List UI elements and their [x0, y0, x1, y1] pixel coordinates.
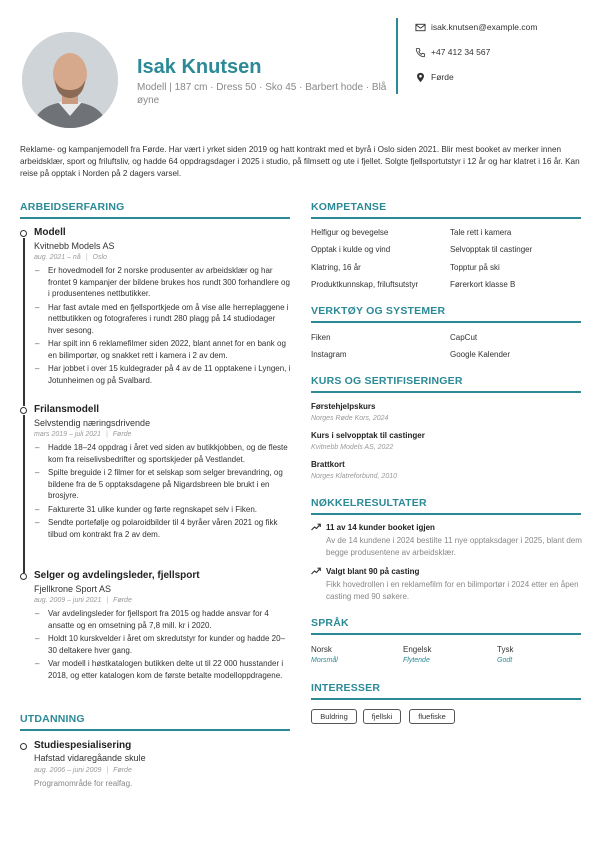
skill-item: Opptak i kulde og vind [311, 245, 391, 254]
job-meta: mars 2019 – juli 2021 | Førde [34, 431, 132, 438]
language-level: Morsmål [311, 657, 338, 664]
contact-location [415, 72, 454, 82]
job-place: Førde [113, 597, 132, 604]
interest-chip: fluefiske [409, 709, 455, 724]
job-title: Frilansmodell [34, 404, 100, 415]
education-heading: UTDANNING [20, 713, 85, 725]
courses-rule [311, 391, 581, 393]
experience-rule [20, 217, 290, 219]
tools-rule [311, 321, 581, 323]
job-bullets [34, 442, 292, 542]
header-divider [396, 18, 398, 94]
language-name: Engelsk [403, 645, 432, 654]
job-bullet: – Sendte portefølje og polaroidbilder til 4 byråer våren 2021 og fikk tilbud om kontrakt fra 2 av dem. [34, 517, 292, 540]
job-entry [20, 227, 290, 407]
job-bullet: – Fakturerte 31 ulike kunder og førte regnskapet selv i Fiken. [34, 504, 292, 516]
languages-heading: SPRÅK [311, 617, 349, 629]
job-bullet: – Har jobbet i over 15 kuldegrader på 4 av de 11 opptakene i Lyngen, i Jotunheimen og på Svalbard. [34, 363, 292, 386]
profile-summary: Reklame- og kampanjemodell fra Førde. Har vært i yrket siden 2019 og hatt kontrakt med et byrå i Oslo siden 2021. Blir mest booket av merker innen arbeidsklær, sport og friluftsliv, og hadde 64 oppdragsdager i 2025 i studio, på filmsett og ute i fjellet. Solgte fjellsportutstyr i 12 år og har klatret i 16 år. Kan reise på opptak i Norden på 2 dagers varsel. [20, 145, 580, 178]
skill-item: Helfigur og bevegelse [311, 228, 389, 237]
result-title: Valgt blant 90 på casting [326, 567, 420, 576]
job-dates: aug. 2009 – juni 2021 [34, 597, 102, 604]
candidate-subtitle: Modell | 187 cm · Dress 50 · Sko 45 · Barbert hode · Blå øyne [137, 82, 387, 106]
job-bullet: – Holdt 10 kurskvelder i året om skredutstyr for kunder og hadde 20–30 deltakere hver gang. [34, 633, 292, 656]
course-name: Kurs i selvopptak til castinger [311, 431, 425, 440]
course-name: Brattkort [311, 460, 345, 469]
timeline-line [23, 238, 25, 406]
job-meta: aug. 2021 – nå | Oslo [34, 254, 107, 261]
result-title: 11 av 14 kunder booket igjen [326, 523, 435, 532]
job-place: Førde [112, 431, 132, 438]
timeline-dot [20, 230, 27, 237]
skill-item: Tale rett i kamera [450, 228, 512, 237]
result-desc: Fikk hovedrollen i en reklamefilm for en bilimportør i 2024 etter en åpen casting med 90 søkere. [326, 580, 579, 601]
education-title: Studiespesialisering [34, 740, 132, 751]
contact-location-text: Førde [431, 72, 454, 82]
skills-rule [311, 217, 581, 219]
phone-icon [415, 47, 426, 58]
skill-item: Produktkunnskap, friluftsutstyr [311, 280, 419, 289]
job-dates: mars 2019 – juli 2021 [34, 431, 101, 438]
tool-item: Google Kalender [450, 350, 511, 359]
contact-email-text: isak.knutsen@example.com [431, 22, 538, 32]
skills-heading: KOMPETANSE [311, 201, 387, 213]
job-bullet: – Har fast avtale med en fjellsportkjede om å vise alle herreplaggene i nettbutikken og fotograferes i rundt 280 plagg på 14 studiodager hver sesong. [34, 302, 292, 337]
person-portrait-icon [22, 32, 118, 128]
envelope-icon [415, 22, 426, 33]
job-bullet: – Var modell i høstkatalogen butikken delte ut til 22 000 husstander i 2018, og etter katalogen kom de første betalte modelloppdragene. [34, 658, 292, 681]
languages-rule [311, 633, 581, 635]
job-bullet: – Hadde 18–24 oppdrag i året ved siden av butikkjobben, og de fleste kom fra reiselivsbedrifter og sportskjeder på Vestlandet. [34, 442, 292, 465]
results-heading: NØKKELRESULTATER [311, 497, 427, 509]
education-place: Førde [113, 767, 132, 774]
course-org: Kvitnebb Models AS, 2022 [311, 444, 394, 451]
results-rule [311, 513, 581, 515]
job-bullets [34, 608, 292, 683]
interests-heading: INTERESSER [311, 682, 381, 694]
result-desc: Av de 14 kundene i 2024 bestilte 11 nye opptaksdager i 2025, blant dem begge produsentene av arbeidsklær. [326, 536, 582, 557]
experience-heading: ARBEIDSERFARING [20, 201, 125, 213]
job-title: Selger og avdelingsleder, fjellsport [34, 570, 200, 581]
timeline-dot [20, 573, 27, 580]
timeline-line [23, 415, 25, 573]
skill-item: Førerkort klasse B [450, 280, 516, 289]
education-note: Programområde for realfag. [34, 779, 133, 788]
skill-item: Selvopptak til castinger [450, 245, 533, 254]
job-bullet: – Spilte breguide i 2 filmer for et selskap som selger brevandring, og bildene fra de 5 opptaksdagene på Nigardsbreen ble brukt i en brosjyre. [34, 467, 292, 502]
location-pin-icon [415, 72, 426, 83]
candidate-name: Isak Knutsen [137, 56, 262, 78]
education-dates: aug. 2006 – juni 2009 [34, 767, 102, 774]
job-meta: aug. 2009 – juni 2021 | Førde [34, 597, 132, 604]
education-meta: aug. 2006 – juni 2009 | Førde [34, 767, 132, 774]
job-place: Oslo [92, 254, 107, 261]
profile-photo [22, 32, 118, 128]
job-bullet: – Var avdelingsleder for fjellsport fra 2015 og hadde ansvar for 4 ansatte og en omsetning på 7,8 mill. kr i 2020. [34, 608, 292, 631]
course-org: Norges Røde Kors, 2024 [311, 415, 389, 422]
trend-up-icon [311, 523, 321, 531]
language-level: Godt [497, 657, 513, 664]
education-entry [20, 740, 290, 800]
skills-grid [311, 228, 581, 298]
job-org: Selvstendig næringsdrivende [34, 418, 151, 428]
contact-email[interactable] [415, 22, 537, 32]
skill-item: Klatring, 16 år [311, 263, 361, 272]
tool-item: CapCut [450, 333, 478, 342]
tools-heading: VERKTØY OG SYSTEMER [311, 305, 446, 317]
course-org: Norges Klatreforbund, 2010 [311, 473, 397, 480]
skill-item: Topptur på ski [450, 263, 500, 272]
tools-grid [311, 333, 581, 363]
language-level: Flytende [403, 657, 430, 664]
timeline-dot [20, 407, 27, 414]
job-org: Kvitnebb Models AS [34, 241, 115, 251]
course-name: Førstehjelpskurs [311, 402, 376, 411]
language-name: Tysk [497, 645, 514, 654]
interest-chip: Buldring [311, 709, 357, 724]
education-rule [20, 729, 290, 731]
interests-rule [311, 698, 581, 700]
job-dates: aug. 2021 – nå [34, 254, 81, 261]
interest-chip: fjellski [363, 709, 401, 724]
job-bullet: – Er hovedmodell for 2 norske produsenter av arbeidsklær og har frontet 9 kampanjer der bildene brukes hos rundt 300 forhandlere og i produsentenes nettbutikker. [34, 265, 292, 300]
courses-heading: KURS OG SERTIFISERINGER [311, 375, 463, 387]
tool-item: Instagram [311, 350, 347, 359]
job-entry [20, 570, 290, 700]
job-bullet: – Har spilt inn 6 reklamefilmer siden 2022, blant annet for en bank og en bilimportør, og snakket rett i kamera i 2 av dem. [34, 338, 292, 361]
contact-phone[interactable] [415, 47, 490, 57]
contact-phone-text: +47 412 34 567 [431, 47, 491, 57]
job-bullets [34, 265, 292, 388]
language-name: Norsk [311, 645, 332, 654]
job-entry [20, 404, 290, 574]
tool-item: Fiken [311, 333, 331, 342]
job-org: Fjellkrone Sport AS [34, 584, 112, 594]
timeline-dot [20, 743, 27, 750]
education-org: Hafstad vidaregåande skule [34, 753, 146, 763]
trend-up-icon [311, 567, 321, 575]
job-title: Modell [34, 227, 66, 238]
